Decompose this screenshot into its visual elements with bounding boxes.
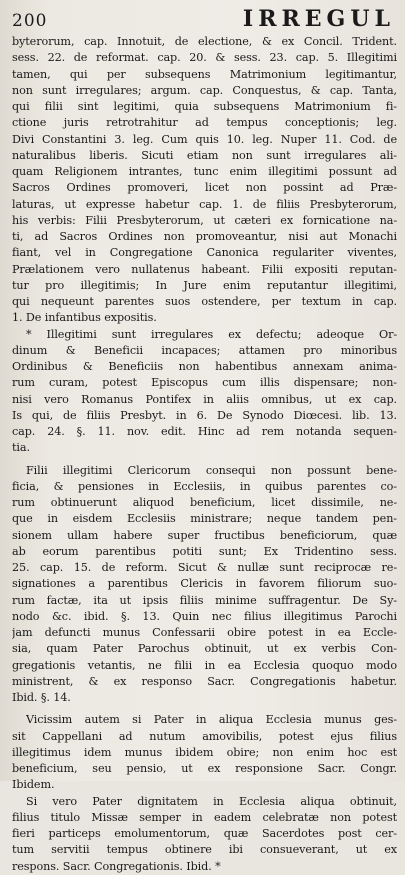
text-line: que in eisdem Ecclesiis ministrare; neque tandem pen-: [12, 512, 397, 526]
paragraph-p2: [12, 327, 397, 457]
text-line: tamen, qui per subsequens Matrimonium legitimantur,: [12, 67, 397, 81]
text-line: respons. Sacr. Congregationis. Ibid. *: [12, 859, 221, 873]
page-number: 200: [12, 11, 48, 31]
text-line: sia, quam Pater Parochus obtinuit, ut ex verbis Con-: [12, 642, 397, 656]
text-line: Is qui, de filiis Presbyt. in 6. De Synodo Diœcesi. lib. 13.: [12, 408, 397, 422]
paragraph-p4: [12, 712, 397, 793]
text-line: gregationis vetantis, ne filii in ea Ecclesia quoquo modo: [12, 658, 397, 672]
text-line: * Illegitimi sunt irregulares ex defectu; adeoque Or-: [26, 327, 397, 341]
text-line: Prælationem vero nullatenus habeant. Filii expositi reputan-: [12, 262, 397, 276]
text-line: ctione juris retrotrahitur ad tempus conceptionis; leg.: [12, 116, 397, 130]
text-line: cap. 24. §. 11. nov. edit. Hinc ad rem notanda sequen-: [12, 425, 397, 438]
text-line: dinum & Beneficii incapaces; attamen pro minoribus: [12, 343, 397, 357]
text-line: beneficium, seu pensio, ut ex responsione Sacr. Congr.: [12, 762, 397, 775]
text-line: sess. 22. de reformat. cap. 20. & sess. 23. cap. 5. Illegitimi: [12, 51, 397, 65]
text-line: Si vero Pater dignitatem in Ecclesia aliqua obtinuit,: [26, 794, 397, 808]
text-line: qui nequeunt parentes suos ostendere, per textum in cap.: [12, 295, 397, 308]
text-line: filius titulo Missæ semper in eadem celebratæ non potest: [12, 810, 397, 824]
text-line: his verbis: Filii Presbyterorum, ut cæteri ex fornicatione na-: [12, 213, 397, 227]
text-line: quam Religionem intrantes, tunc enim illegitimi possunt ad: [12, 165, 397, 178]
paragraph-p3: [12, 463, 397, 707]
text-line: ab eorum parentibus potiti sunt; Ex Tridentino sess.: [12, 544, 397, 558]
text-line: rum curam, potest Episcopus cum illis dispensare; non-: [12, 376, 397, 390]
text-line: sionem ullam habere super fructibus beneficiorum, quæ: [12, 528, 397, 542]
text-line: Divi Constantini 3. leg. Cum quis 10. leg. Nuper 11. Cod. de: [12, 132, 397, 146]
page-header: [12, 6, 397, 32]
text-line: Sacros Ordines promoveri, licet non possint ad Præ-: [12, 181, 397, 195]
text-line: 25. cap. 15. de reform. Sicut & nullæ sunt reciprocæ re-: [12, 561, 397, 574]
text-line: tum servitii tempus obtinere ibi consueverant, ut ex: [12, 843, 397, 857]
text-line: naturalibus liberis. Sicuti etiam non sunt irregulares ali-: [12, 148, 397, 162]
text-line: signationes a parentibus Clericis in favorem filiorum suo-: [12, 577, 397, 591]
text-line: ministrent, & ex responso Sacr. Congregationis habetur.: [12, 674, 397, 688]
text-line: laturas, ut expresse habetur cap. 1. de filiis Presbyterorum,: [12, 197, 397, 211]
text-line: ficia, & pensiones in Ecclesiis, in quibus parentes co-: [12, 479, 397, 493]
text-line: Vicissim autem si Pater in aliqua Ecclesia munus ges-: [26, 713, 397, 727]
text-line: byterorum, cap. Innotuit, de electione, & ex Concil. Trident.: [12, 35, 397, 48]
text-line: ti, ad Sacros Ordines non promoveantur, nisi aut Monachi: [12, 230, 397, 243]
running-title: IRREGUL: [242, 6, 395, 32]
text-line: rum obtinuerunt aliquod beneficium, licet dissimile, ne-: [12, 496, 397, 509]
text-line: Ibid. §. 14.: [12, 691, 71, 704]
text-line: Ibidem.: [12, 778, 55, 792]
paragraph-p1: [12, 34, 397, 327]
text-line: nisi vero Romanus Pontifex in aliis omnibus, ut ex cap.: [12, 392, 397, 406]
text-line: fieri particeps emolumentorum, quæ Sacerdotes post cer-: [12, 827, 397, 840]
text-line: sit Cappellani ad nutum amovibilis, potest ejus filius: [12, 729, 397, 743]
text-line: tur pro illegitimis; In Jure enim reputantur illegitimi,: [12, 278, 397, 292]
text-line: Ordinibus & Beneficiis non habentibus annexam anima-: [12, 360, 397, 373]
text-line: qui filii sint legitimi, quia subsequens Matrimonium fi-: [12, 100, 397, 113]
text-line: non sunt irregulares; argum. cap. Conquestus, & cap. Tanta,: [12, 83, 397, 97]
paragraph-p5: [12, 794, 397, 875]
text-line: 1. De infantibus expositis.: [12, 311, 157, 325]
text-line: illegitimus idem munus ibidem obire; non enim hoc est: [12, 745, 397, 759]
text-line: rum factæ, ita ut ipsis filiis minime suffragentur. De Sy-: [12, 593, 397, 607]
text-line: nodo &c. ibid. §. 13. Quin nec filius illegitimus Parochi: [12, 609, 397, 623]
text-line: tia.: [12, 441, 30, 455]
text-line: fiant, vel in Congregatione Canonica regulariter viventes,: [12, 246, 397, 260]
body-text: [12, 34, 397, 875]
text-line: Filii illegitimi Clericorum consequi non possunt bene-: [26, 463, 397, 477]
text-line: jam defuncti munus Confessarii obire potest in ea Eccle-: [12, 626, 397, 639]
